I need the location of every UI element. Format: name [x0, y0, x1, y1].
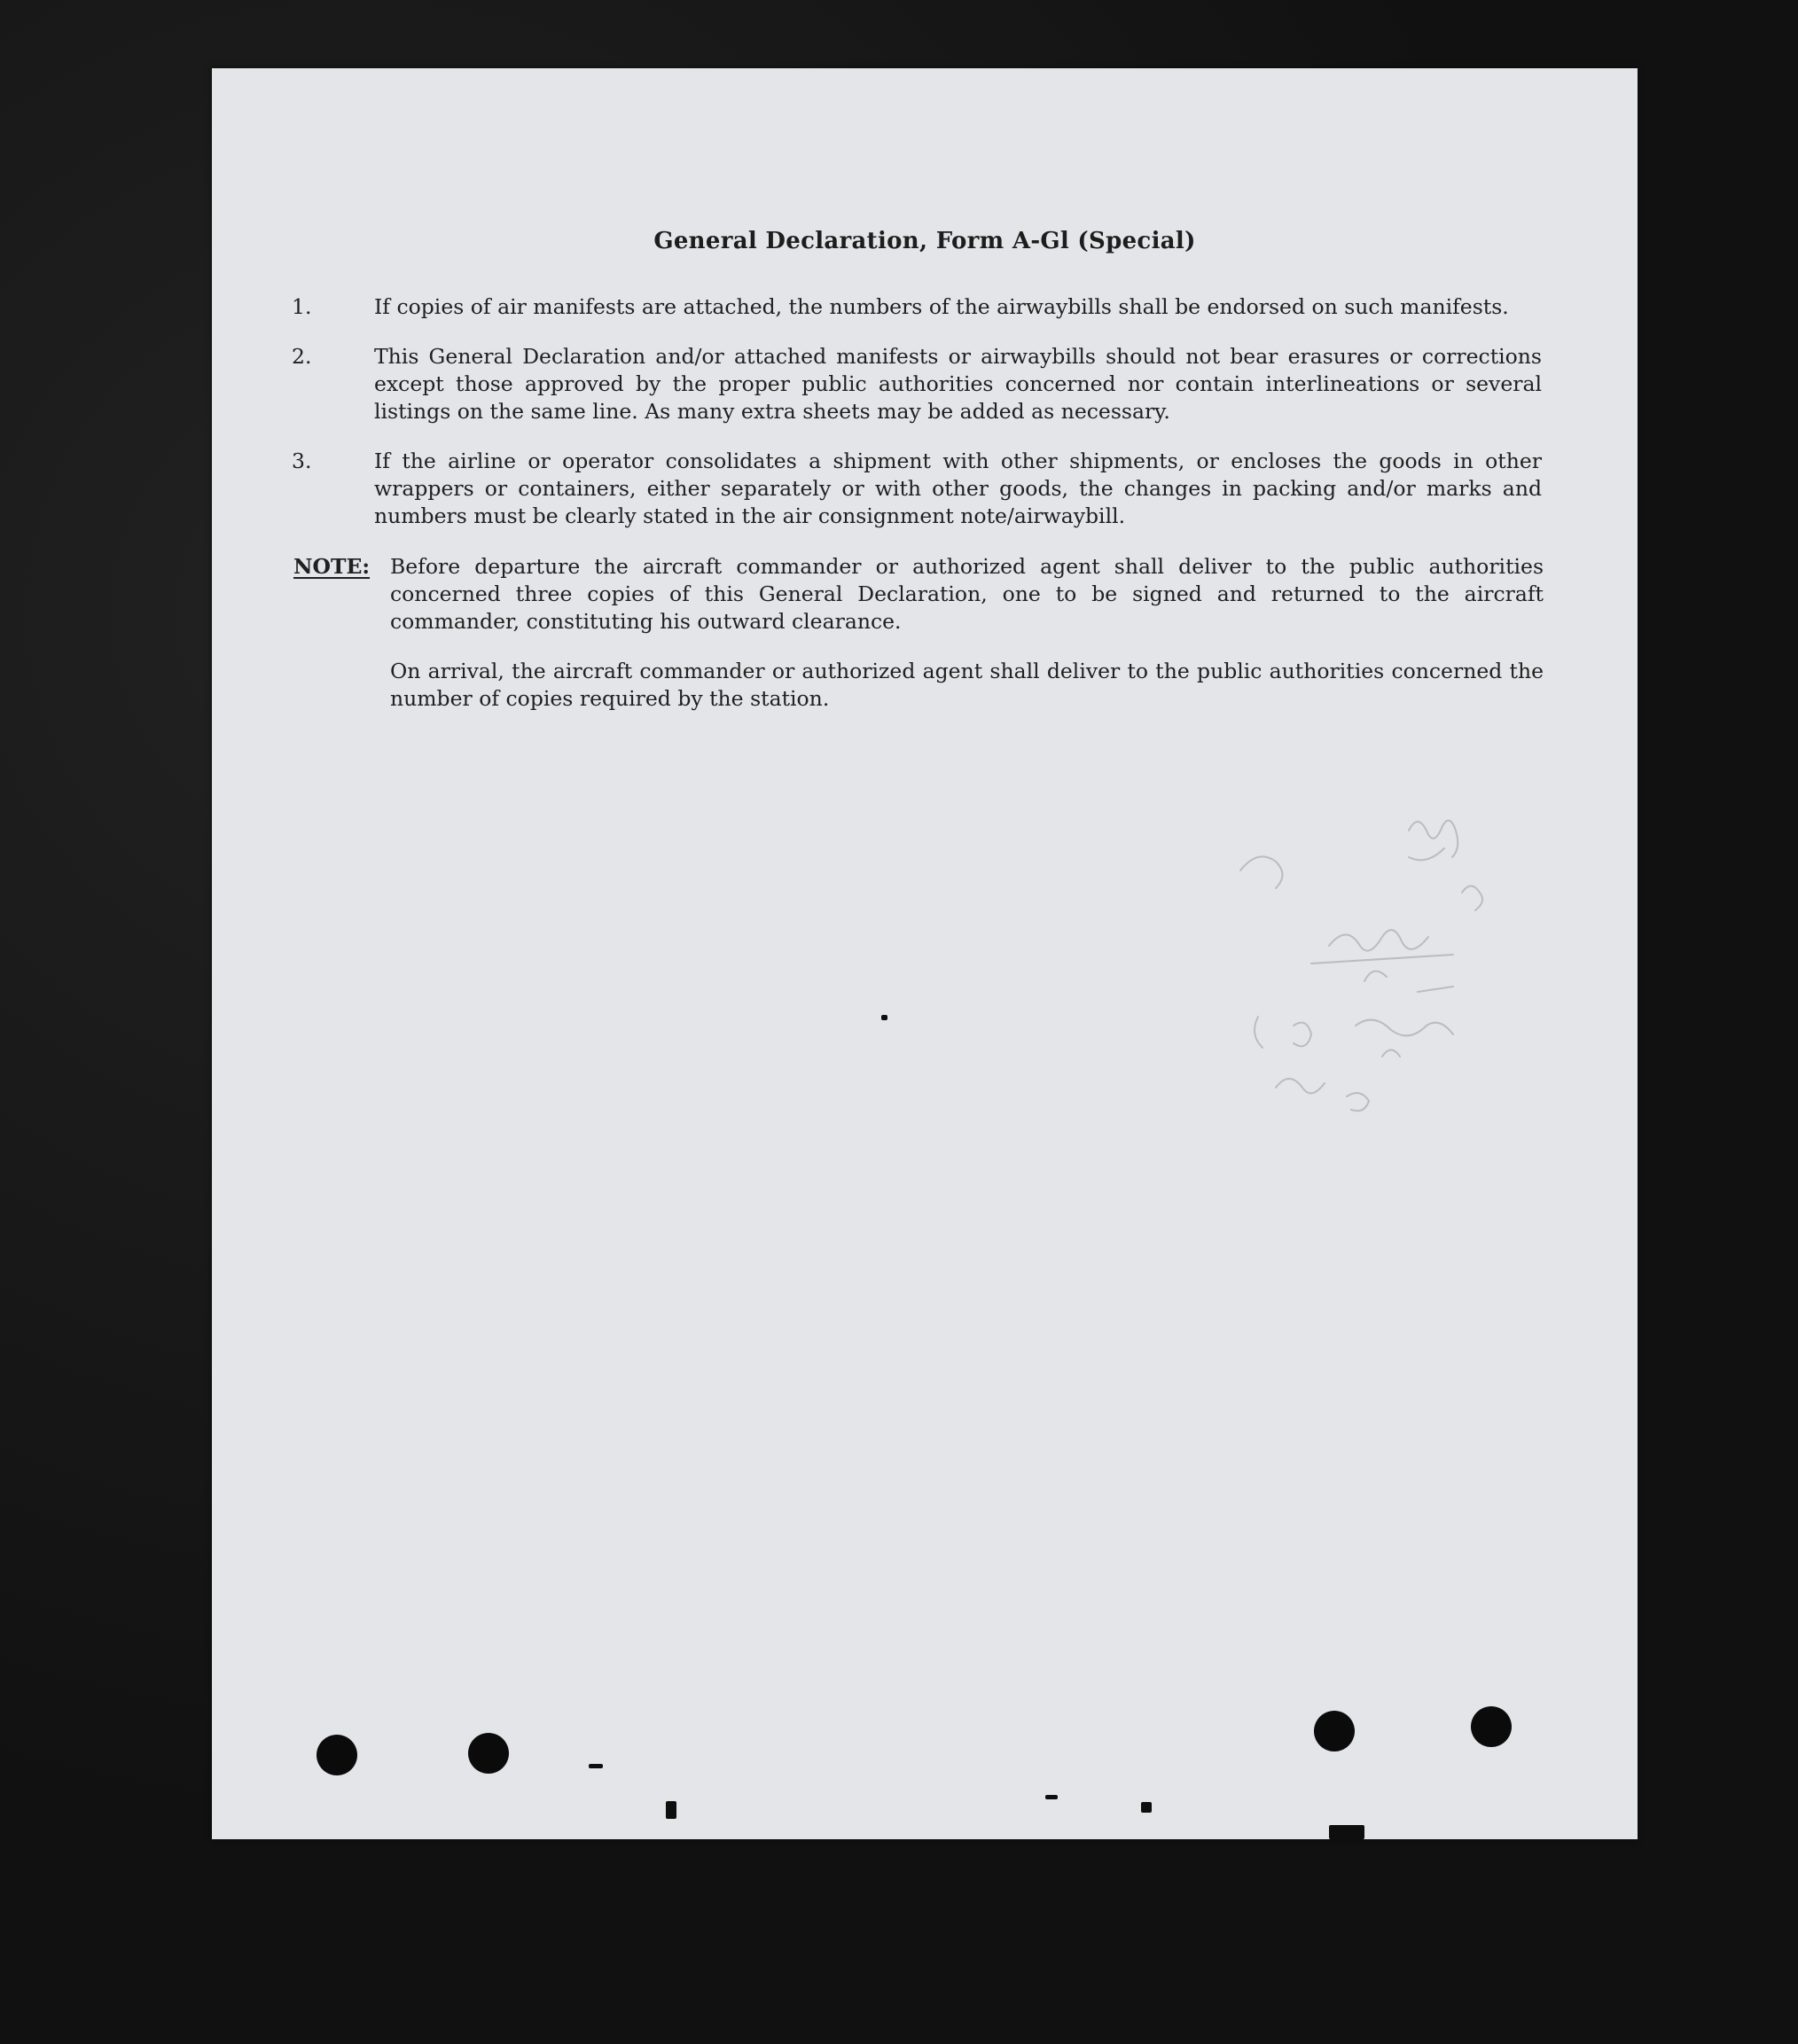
- item-text: If the airline or operator consolidates a shipment with other shipments, or encloses the goods in other wrappers or containers, either separately or with other goods, the changes in packing and/or marks and numbers must be clearly stated in the air consignment note/airwaybill.: [374, 449, 1542, 528]
- item-number: 2.: [292, 344, 312, 369]
- handwritten-marks: [1152, 760, 1524, 1132]
- punch-hole: [468, 1733, 509, 1774]
- note-paragraph-departure: Before departure the aircraft commander or authorized agent shall deliver to the public authorities concerned three copies of this General Declaration, one to be signed and returned to the aircraft commander, constituting his outward clearance.: [390, 554, 1544, 634]
- document-page: [212, 68, 1638, 1839]
- ink-speck: [666, 1801, 676, 1819]
- ink-speck: [1045, 1795, 1058, 1799]
- document-title: General Declaration, Form A-Gl (Special): [653, 228, 1196, 254]
- list-item: [292, 293, 1542, 321]
- item-number: 3.: [292, 449, 312, 473]
- note-section: [293, 553, 1544, 713]
- punch-hole: [1314, 1711, 1355, 1751]
- punch-hole: [317, 1735, 357, 1775]
- note-paragraph-arrival: On arrival, the aircraft commander or authorized agent shall deliver to the public authorities concerned the number of copies required by the station.: [390, 659, 1544, 711]
- ink-speck: [589, 1764, 603, 1768]
- list-item: [292, 448, 1542, 530]
- list-item: [292, 343, 1542, 425]
- item-text: If copies of air manifests are attached, the numbers of the airwaybills shall be endorsed on such manifests.: [374, 294, 1509, 319]
- ink-speck: [881, 1015, 887, 1020]
- item-number: 1.: [292, 294, 312, 319]
- item-text: This General Declaration and/or attached manifests or airwaybills should not bear erasures or corrections except those approved by the proper public authorities concerned nor contain interlineations or several listings on the same line. As many extra sheets may be added as necessary.: [374, 344, 1542, 424]
- note-label: NOTE:: [293, 554, 371, 579]
- ink-speck: [1141, 1802, 1152, 1813]
- punch-hole: [1471, 1706, 1512, 1747]
- ink-speck: [1329, 1825, 1364, 1839]
